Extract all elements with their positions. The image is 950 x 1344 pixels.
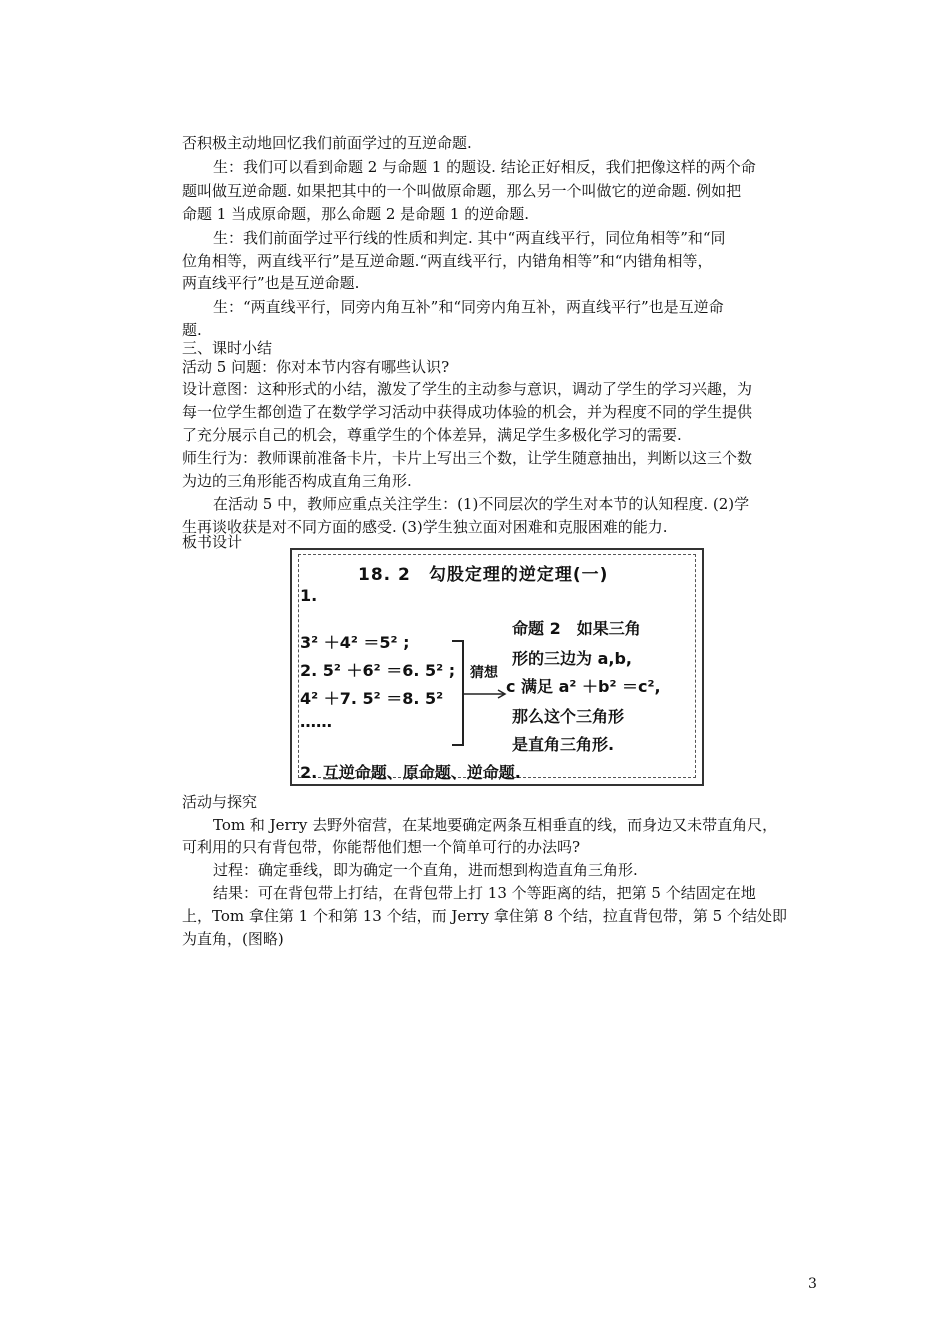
blackboard-design-figure <box>290 548 704 786</box>
figure-proposition-line: 命题 2 如果三角 <box>512 619 641 638</box>
text-line: 命题 1 当成原命题，那么命题 2 是命题 1 的逆命题. <box>182 205 530 223</box>
page-number: 3 <box>808 1276 817 1292</box>
text-line: 结果：可在背包带上打结，在背包带上打 13 个等距离的结，把第 5 个结固定在地 <box>213 884 756 902</box>
section-heading: 三、课时小结 <box>182 339 273 357</box>
text-line: 为边的三角形能否构成直角三角形. <box>182 472 412 490</box>
text-line: 上，Tom 拿住第 1 个和第 13 个结，而 Jerry 拿住第 8 个结，拉直背包带，第 5 个结处即 <box>182 907 787 925</box>
text-line: 为直角，(图略) <box>182 930 284 948</box>
figure-equation: 3² ＋4² ＝5² ; <box>300 633 410 652</box>
text-line: 在活动 5 中，教师应重点关注学生：(1)不同层次的学生对本节的认知程度. (2)学 <box>213 495 750 513</box>
arrow-right-icon <box>464 688 508 700</box>
text-line: 师生行为：教师课前准备卡片，卡片上写出三个数，让学生随意抽出，判断以这三个数 <box>182 449 753 467</box>
text-line: 过程：确定垂线，即为确定一个直角，进而想到构造直角三角形. <box>213 861 638 879</box>
section-heading: 活动与探究 <box>182 793 258 811</box>
text-line: 题叫做互逆命题. 如果把其中的一个叫做原命题，那么另一个叫做它的逆命题. 例如把 <box>182 182 742 200</box>
text-line: 了充分展示自己的机会，尊重学生的个体差异，满足学生多极化学习的需要. <box>182 426 682 444</box>
text-line: Tom 和 Jerry 去野外宿营，在某地要确定两条互相垂直的线，而身边又未带直角尺， <box>213 816 778 834</box>
text-line: 每一位学生都创造了在数学学习活动中获得成功体验的机会，并为程度不同的学生提供 <box>182 403 753 421</box>
text-line: 设计意图：这种形式的小结，激发了学生的主动参与意识，调动了学生的学习兴趣，为 <box>182 380 753 398</box>
text-line: 否积极主动地回忆我们前面学过的互逆命题. <box>182 134 472 152</box>
figure-equation: 4² ＋7. 5² ＝8. 5² <box>300 689 444 708</box>
figure-guess-label: 猜想 <box>470 665 498 681</box>
figure-proposition-line: 那么这个三角形 <box>512 707 625 726</box>
brace-icon <box>452 640 464 746</box>
figure-title: 18. 2 勾股定理的逆定理(一) <box>358 565 609 585</box>
figure-ellipsis: …… <box>300 712 332 731</box>
figure-equation: 2. 5² ＋6² ＝6. 5² ; <box>300 661 456 680</box>
text-line: 两直线平行”也是互逆命题. <box>182 274 360 292</box>
text-line: 生：“两直线平行，同旁内角互补”和“同旁内角互补，两直线平行”也是互逆命 <box>213 298 724 316</box>
figure-proposition-line: 形的三边为 a,b, <box>512 649 632 668</box>
section-heading: 板书设计 <box>182 533 243 551</box>
figure-proposition-line: c 满足 a² ＋b² ＝c², <box>506 677 661 696</box>
text-line: 生再谈收获是对不同方面的感受. (3)学生独立面对困难和克服困难的能力. <box>182 518 668 536</box>
text-line: 题. <box>182 321 202 339</box>
figure-proposition-line: 是直角三角形. <box>512 735 615 754</box>
text-line: 活动 5 问题：你对本节内容有哪些认识? <box>182 358 450 376</box>
text-line: 位角相等，两直线平行”是互逆命题.“两直线平行，内错角相等”和“内错角相等， <box>182 252 713 270</box>
text-line: 生：我们可以看到命题 2 与命题 1 的题设. 结论正好相反，我们把像这样的两个命 <box>213 158 756 176</box>
text-line: 可利用的只有背包带，你能帮他们想一个简单可行的办法吗? <box>182 838 581 856</box>
figure-item-1: 1. <box>300 586 318 605</box>
figure-item-2: 2. 互逆命题、原命题、逆命题. <box>300 763 521 782</box>
text-line: 生：我们前面学过平行线的性质和判定. 其中“两直线平行，同位角相等”和“同 <box>213 229 726 247</box>
